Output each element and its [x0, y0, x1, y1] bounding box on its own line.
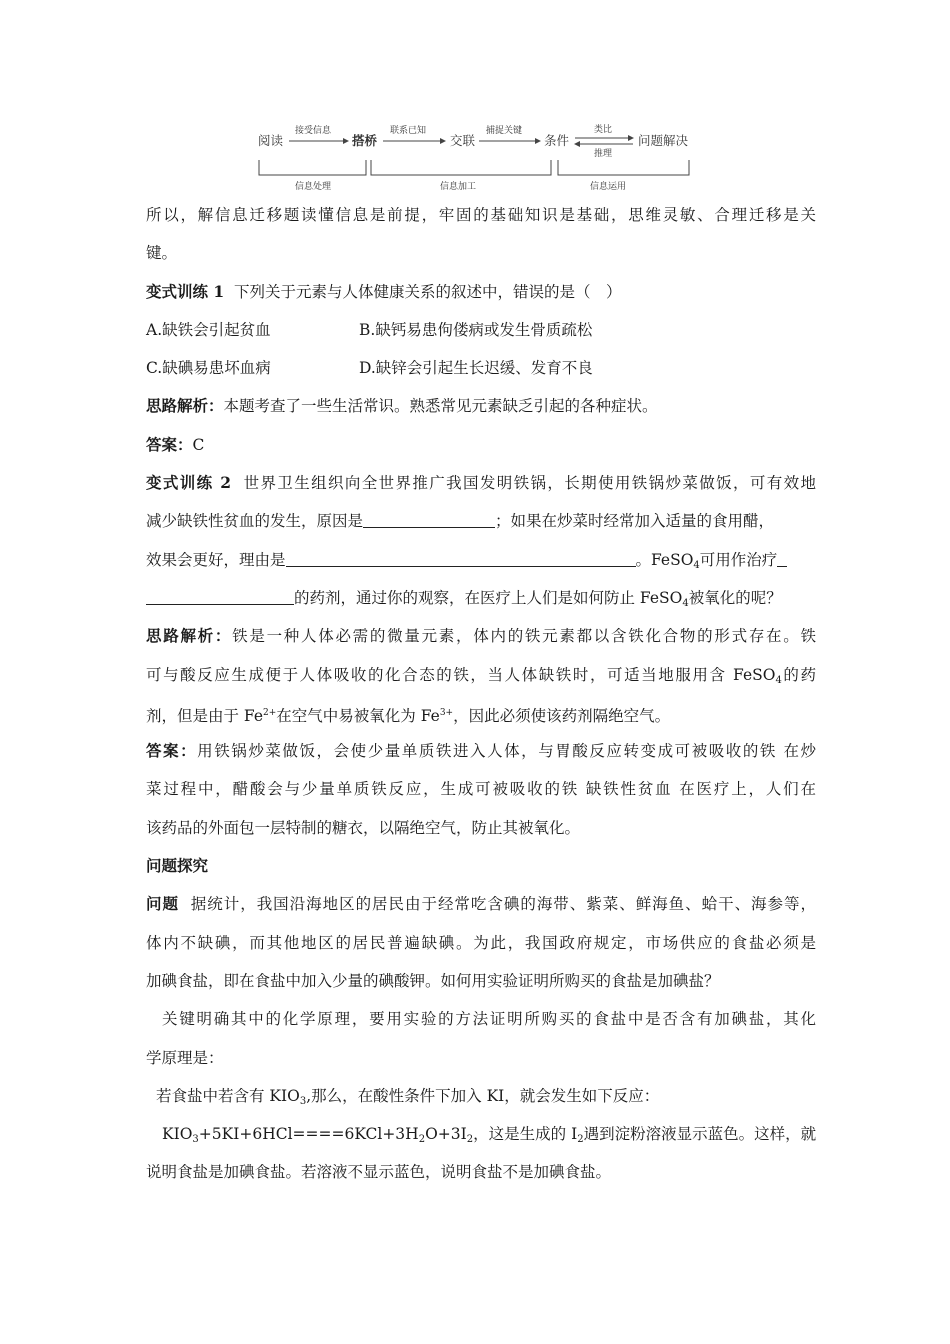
- inquiry-line-1: [146, 885, 816, 923]
- flow-diagram-svg: [255, 118, 695, 196]
- ex2-blank-1[interactable]: [363, 509, 495, 528]
- ex2-title: 变式训练 2: [146, 473, 232, 493]
- label-receive-info: 接受信息: [295, 126, 332, 136]
- ex2-question-2b: ；如果在炒菜时经常加入适量的食用醋，: [495, 512, 775, 531]
- ex2-question-2a: 减少缺铁性贫血的发生，原因是: [146, 512, 364, 531]
- reaction-intro-b: ,那么，在酸性条件下加入 KI，就会发生如下反应：: [306, 1086, 660, 1105]
- ex2-analysis-3b: 在空气中易被氧化为 Fe: [276, 706, 440, 725]
- ex1-answer-label: 答案：: [146, 434, 193, 454]
- ex2-answer-line-1: [146, 732, 816, 770]
- ex1-question: [146, 273, 816, 311]
- ex2-sup-2plus: 2+: [263, 707, 277, 718]
- ex2-analysis-1: 铁是一种人体必需的微量元素，体内的铁元素都以含铁化合物的形式存在。铁: [232, 627, 816, 646]
- inquiry-line-2: 体内不缺碘，而其他地区的居民普遍缺碘。为此，我国政府规定，市场供应的食盐必须是: [146, 933, 816, 952]
- ex1-options-row-2: [146, 349, 816, 387]
- ex2-analysis-line-2: [146, 656, 816, 694]
- ex2-sub-4b: 4: [682, 597, 689, 609]
- ex1-option-d: D.缺锌会引起生长迟缓、发育不良: [359, 359, 593, 378]
- ex2-analysis-3a: 剂，但是由于 Fe: [146, 706, 264, 725]
- label-reasoning: 推理: [594, 149, 613, 159]
- ex2-question-line-3: [146, 541, 816, 579]
- ex2-question-4a: 的药剂，通过你的观察，在医疗上人们是如何防止 FeSO: [294, 588, 683, 607]
- inquiry-line-3: 加碘食盐，即在食盐中加入少量的碘酸钾。如何用实验证明所购买的食盐是加碘盐？: [146, 971, 720, 990]
- equation-a: KIO: [162, 1125, 193, 1144]
- node-connect: 交联: [450, 133, 476, 148]
- ex1-analysis: [146, 387, 816, 425]
- ex2-question-line-4: [146, 579, 816, 617]
- equation-sub-2b: 2: [466, 1134, 474, 1146]
- ex1-title: 变式训练 1: [146, 281, 225, 301]
- equation-e: 遇到淀粉溶液显示蓝色。这样，就: [583, 1125, 817, 1144]
- equation-c: O+3I: [425, 1125, 467, 1144]
- bracket-applying: [558, 160, 689, 175]
- stage-processing: 信息处理: [295, 182, 332, 192]
- inquiry-text-1: 据统计，我国沿海地区的居民由于经常吃含碘的海带、紫菜、鲜海鱼、蛤干、海参等，: [190, 895, 816, 914]
- flow-diagram: [255, 118, 695, 196]
- inquiry-label: 问题: [146, 894, 179, 914]
- ex1-option-b: B.缺钙易患佝偻病或发生骨质疏松: [359, 320, 593, 339]
- ex2-answer-label: 答案：: [146, 741, 198, 761]
- bracket-processing: [259, 160, 366, 175]
- reaction-intro-a: 若食盐中若含有 KIO: [156, 1086, 300, 1105]
- equation-line: [146, 1115, 816, 1153]
- stage-working: 信息加工: [440, 182, 477, 192]
- label-analogy: 类比: [594, 125, 613, 135]
- ex2-question-3c: 可用作治疗: [699, 550, 778, 569]
- ex2-analysis-2a: 可与酸反应生成便于人体吸收的化合态的铁，当人体缺铁时，可适当地服用含 FeSO: [146, 665, 776, 684]
- ex1-analysis-text: 本题考查了一些生活常识。熟悉常见元素缺乏引起的各种症状。: [223, 397, 658, 416]
- reaction-intro: [146, 1077, 816, 1115]
- ex2-analysis-2b: 的药: [781, 665, 816, 684]
- ex1-option-a: A.缺铁会引起贫血: [146, 320, 271, 339]
- equation-sub-2a: 2: [418, 1134, 426, 1146]
- document-body: [146, 196, 816, 1192]
- ex2-answer-1: 用铁锅炒菜做饭，会使少量单质铁进入人体，与胃酸反应转变成可被吸收的铁 在炒: [197, 742, 816, 761]
- ex2-question-line-2: [146, 502, 816, 540]
- ex1-option-c: C.缺碘易患坏血病: [146, 359, 271, 378]
- ex2-blank-3a[interactable]: [777, 548, 787, 567]
- ex1-options-row-1: [146, 311, 816, 349]
- ex1-answer: [146, 426, 816, 464]
- reaction-sub-3a: 3: [299, 1095, 307, 1107]
- ex2-analysis-line-3: [146, 694, 816, 732]
- node-solve: 问题解决: [638, 133, 689, 148]
- ex2-analysis-3c: ，因此必须使该药剂隔绝空气。: [453, 706, 671, 725]
- ex2-question-3a: 效果会更好，理由是: [146, 550, 286, 569]
- ex2-blank-3b[interactable]: [146, 586, 294, 605]
- ex2-question-1: 世界卫生组织向全世界推广我国发明铁锅，长期使用铁锅炒菜做饭，可有效地: [243, 474, 816, 493]
- equation-d: ，这是生成的 I: [473, 1125, 578, 1144]
- node-condition: 条件: [544, 133, 570, 148]
- ex2-question-3b: 。FeSO: [635, 550, 694, 569]
- equation-b: +5KI+6HCl====6KCl+3H: [198, 1125, 419, 1144]
- ex2-sub-4a: 4: [693, 559, 700, 571]
- ex2-sup-3plus: 3+: [439, 707, 454, 718]
- ex2-blank-2[interactable]: [286, 548, 636, 567]
- intro-line-1: 所以，解信息迁移题读懂信息是前提，牢固的基础知识是基础，思维灵敏、合理迁移是关: [146, 206, 816, 224]
- ex2-question-line-1: [146, 464, 816, 502]
- stage-applying: 信息运用: [590, 182, 627, 192]
- equation-sub-2c: 2: [577, 1134, 584, 1146]
- intro-line-2: 键。: [146, 244, 178, 263]
- key-line-2: 学原理是：: [146, 1048, 224, 1067]
- equation-sub-3: 3: [192, 1134, 199, 1146]
- ex2-analysis-label: 思路解析：: [146, 626, 233, 646]
- ex1-answer-text: C: [192, 435, 205, 454]
- label-catch-key: 捕捉关键: [486, 126, 523, 136]
- ex2-question-4b: 被氧化的呢？: [688, 588, 782, 607]
- conclusion-line: 说明食盐是加碘食盐。若溶液不显示蓝色，说明食盐不是加碘食盐。: [146, 1163, 612, 1182]
- ex1-question-text: 下列关于元素与人体健康关系的叙述中，错误的是（ ）: [234, 282, 622, 301]
- ex2-sub-4c: 4: [775, 674, 782, 686]
- node-bridge: 搭桥: [352, 133, 378, 148]
- ex2-analysis-line-1: [146, 617, 816, 655]
- label-link-known: 联系已知: [390, 126, 427, 136]
- ex2-answer-line-3: 该药品的外面包一层特制的糖衣，以隔绝空气，防止其被氧化。: [146, 818, 581, 837]
- inquiry-heading: 问题探究: [146, 856, 209, 876]
- bracket-working: [371, 160, 551, 175]
- node-read: 阅读: [258, 133, 284, 148]
- key-line-1: 关键明确其中的化学原理，要用实验的方法证明所购买的食盐中是否含有加碘盐，其化: [162, 1010, 816, 1029]
- ex1-analysis-label: 思路解析：: [146, 396, 224, 416]
- ex2-answer-line-2: 菜过程中，醋酸会与少量单质铁反应，生成可被吸收的铁 缺铁性贫血 在医疗上，人们在: [146, 780, 816, 799]
